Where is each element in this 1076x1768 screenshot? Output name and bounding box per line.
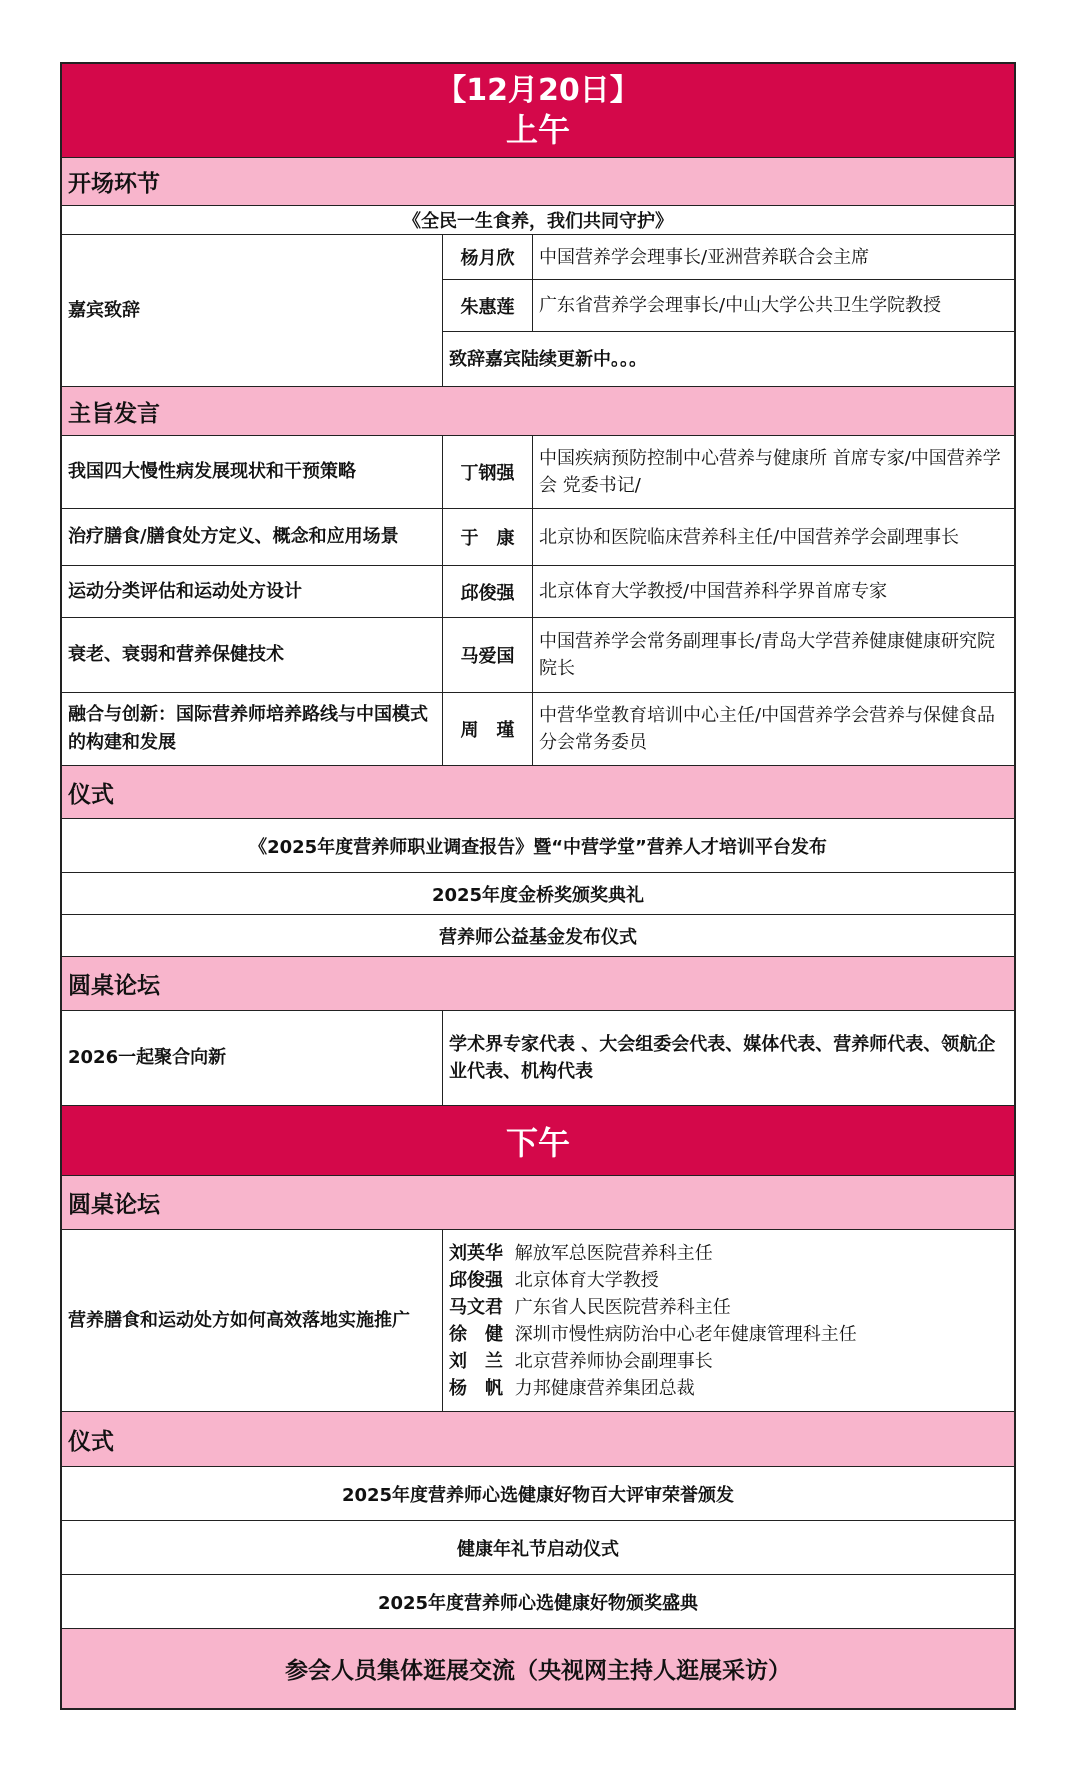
panel-topic: 营养膳食和运动处方如何高效落地实施推广 [62,1230,443,1411]
closing-banner: 参会人员集体逛展交流（央视网主持人逛展采访） [62,1629,1014,1708]
speaker-row [443,235,1014,280]
keynote-row [62,509,1014,566]
keynote-title: 北京协和医院临床营养科主任/中国营养学会副理事长 [539,526,960,548]
panel-list [443,1230,1014,1411]
panelist: 徐 健 深圳市慢性病防治中心老年健康管理科主任 [449,1323,857,1345]
keynote-speaker: 于 康 [443,509,533,565]
keynote-topic: 治疗膳食/膳食处方定义、概念和应用场景 [62,509,443,565]
keynote-topic: 融合与创新：国际营养师培养路线与中国模式的构建和发展 [62,693,443,765]
keynote-row [62,566,1014,618]
keynote-topic: 我国四大慢性病发展现状和干预策略 [62,436,443,508]
keynote-row [62,693,1014,766]
roundtable-topic: 2026一起聚合向新 [62,1011,443,1105]
panelist: 刘英华 解放军总医院营养科主任 [449,1242,713,1264]
speaker-title: 广东省营养学会理事长/中山大学公共卫生学院教授 [539,295,942,316]
am-banner [62,64,1014,158]
keynote-speaker: 马爱国 [443,618,533,692]
pm-label: 下午 [505,1123,570,1162]
ceremony-item: 营养师公益基金发布仪式 [62,915,1014,957]
keynote-speaker: 邱俊强 [443,566,533,617]
welcome-label: 嘉宾致辞 [62,235,443,386]
date-title: 【12月20日】 [436,72,640,108]
roundtable-row [62,1011,1014,1106]
panelist: 邱俊强 北京体育大学教授 [449,1269,659,1291]
keynote-speaker: 周 瑾 [443,693,533,765]
keynote-title: 北京体育大学教授/中国营养科学界首席专家 [539,581,888,602]
section-roundtable-am: 圆桌论坛 [62,957,1014,1011]
keynote-topic: 衰老、衰弱和营养保健技术 [62,618,443,692]
speaker-name: 杨月欣 [443,235,533,279]
speaker-more-row [443,332,1014,386]
panelist: 马文君 广东省人民医院营养科主任 [449,1296,731,1318]
ceremony-item: 2025年度营养师心选健康好物颁奖盛典 [62,1575,1014,1629]
section-ceremony-am: 仪式 [62,766,1014,819]
keynote-topic: 运动分类评估和运动处方设计 [62,566,443,617]
panel-row [62,1230,1014,1412]
keynote-title: 中国疾病预防控制中心营养与健康所 首席专家/中国营养学会 党委书记/ [539,448,1001,496]
keynote-title: 中营华堂教育培训中心主任/中国营养学会营养与保健食品分会常务委员 [539,705,996,753]
ceremony-item: 2025年度营养师心选健康好物百大评审荣誉颁发 [62,1467,1014,1521]
opening-theme: 《全民一生食养，我们共同守护》 [62,206,1014,235]
roundtable-participants: 学术界专家代表 、大会组委会代表、媒体代表、营养师代表、领航企业代表、机构代表 [449,1034,996,1082]
am-label: 上午 [505,110,570,149]
speaker-more: 致辞嘉宾陆续更新中。。。 [449,348,647,370]
pm-banner [62,1106,1014,1176]
keynote-row [62,436,1014,509]
speaker-row [443,280,1014,332]
keynote-title: 中国营养学会常务副理事长/青岛大学营养健康健康研究院院长 [539,631,996,679]
ceremony-item: 2025年度金桥奖颁奖典礼 [62,873,1014,915]
ceremony-item: 健康年礼节启动仪式 [62,1521,1014,1575]
section-roundtable-pm: 圆桌论坛 [62,1176,1014,1230]
speaker-name: 朱惠莲 [443,280,533,331]
panelist: 杨 帆 力邦健康营养集团总裁 [449,1377,695,1399]
agenda-table [60,62,1016,1710]
section-ceremony-pm: 仪式 [62,1412,1014,1467]
section-keynote: 主旨发言 [62,387,1014,436]
welcome-block [62,235,1014,387]
keynote-speaker: 丁钢强 [443,436,533,508]
section-opening: 开场环节 [62,158,1014,206]
speaker-title: 中国营养学会理事长/亚洲营养联合会主席 [539,246,870,268]
keynote-row [62,618,1014,693]
panelist: 刘 兰 北京营养师协会副理事长 [449,1350,713,1372]
ceremony-item: 《2025年度营养师职业调查报告》暨“中营学堂”营养人才培训平台发布 [62,819,1014,873]
